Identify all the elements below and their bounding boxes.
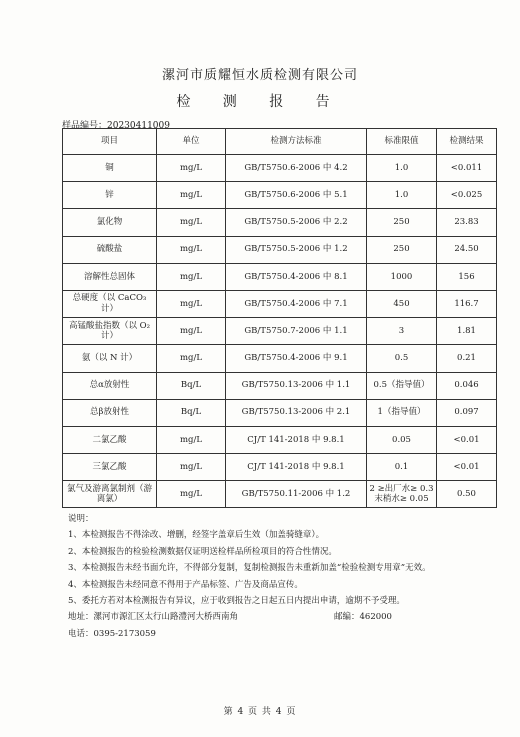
cell-result: 0.046 [437, 372, 497, 399]
report-title: 检 测 报 告 [176, 94, 344, 110]
table-row [63, 182, 497, 209]
table-row [63, 318, 497, 345]
note-item: 2、本检测报告的检验检测数据仅证明送检样品所检项目的符合性情况。 [68, 546, 337, 557]
cell-unit: mg/L [157, 263, 226, 290]
cell-limit: 0.5 [367, 345, 437, 372]
cell-item: 高锰酸盐指数（以 O₂ 计） [63, 318, 157, 345]
cell-item: 溶解性总固体 [63, 263, 157, 290]
cell-item: 总硬度（以 CaCO₃ 计） [63, 290, 157, 317]
header-limit: 标准限值 [367, 129, 437, 155]
cell-item: 铜 [63, 155, 157, 182]
cell-result: 24.50 [437, 236, 497, 263]
cell-limit: 3 [367, 318, 437, 345]
header-item: 项目 [63, 129, 157, 155]
table-row [63, 209, 497, 236]
phone: 电话：0395-2173059 [68, 628, 156, 639]
table-row [63, 345, 497, 372]
postcode: 邮编：462000 [334, 612, 392, 623]
cell-result: 0.50 [437, 481, 497, 508]
cell-method: CJ/T 141-2018 中 9.8.1 [226, 454, 367, 481]
cell-unit: Bq/L [157, 372, 226, 399]
address-row [68, 609, 508, 625]
notes-heading: 说明： [68, 514, 94, 524]
cell-limit: 250 [367, 209, 437, 236]
cell-item: 总α放射性 [63, 372, 157, 399]
table-row [63, 426, 497, 453]
cell-item: 氯气及游离氯制剂（游离氯） [63, 481, 157, 508]
cell-method: GB/T5750.6-2006 中 4.2 [226, 155, 367, 182]
table-row [63, 372, 497, 399]
table-header-row [63, 129, 497, 155]
address: 地址：漯河市源汇区太行山路澧河大桥西南角 [68, 612, 239, 623]
cell-method: GB/T5750.13-2006 中 2.1 [226, 399, 367, 426]
company-name: 漯河市质耀恒水质检测有限公司 [161, 68, 358, 83]
header-unit: 单位 [157, 129, 226, 155]
cell-result: <0.011 [437, 155, 497, 182]
cell-item: 总β放射性 [63, 399, 157, 426]
cell-limit: 0.05 [367, 426, 437, 453]
note-item: 1、本检测报告不得涂改、增删，经签字盖章后生效（加盖骑缝章）。 [68, 530, 325, 541]
cell-result: <0.01 [437, 426, 497, 453]
results-table [62, 128, 497, 508]
table-row [63, 290, 497, 317]
table-row [63, 263, 497, 290]
cell-unit: mg/L [157, 345, 226, 372]
cell-item: 氨（以 N 计） [63, 345, 157, 372]
table-row [63, 454, 497, 481]
cell-result: 0.097 [437, 399, 497, 426]
cell-limit: 2 ≥出厂水≥ 0.3 末梢水≥ 0.05 [367, 481, 437, 508]
cell-limit: 0.1 [367, 454, 437, 481]
cell-method: GB/T5750.4-2006 中 9.1 [226, 345, 367, 372]
cell-method: GB/T5750.5-2006 中 1.2 [226, 236, 367, 263]
cell-unit: mg/L [157, 318, 226, 345]
note-item: 5、委托方若对本检测报告有异议，应于收到报告之日起五日内提出申请，逾期不予受理。 [68, 596, 405, 607]
cell-limit: 0.5（指导值） [367, 372, 437, 399]
cell-method: CJ/T 141-2018 中 9.8.1 [226, 426, 367, 453]
sample-number: 样品编号：20230411009 [62, 121, 170, 131]
cell-item: 硫酸盐 [63, 236, 157, 263]
cell-method: GB/T5750.4-2006 中 7.1 [226, 290, 367, 317]
header-result: 检测结果 [437, 129, 497, 155]
cell-unit: Bq/L [157, 399, 226, 426]
cell-item: 三氯乙酸 [63, 454, 157, 481]
cell-limit: 450 [367, 290, 437, 317]
notes-section [68, 511, 508, 642]
cell-unit: mg/L [157, 426, 226, 453]
cell-unit: mg/L [157, 209, 226, 236]
cell-limit: 1000 [367, 263, 437, 290]
cell-method: GB/T5750.11-2006 中 1.2 [226, 481, 367, 508]
cell-method: GB/T5750.5-2006 中 2.2 [226, 209, 367, 236]
page-footer: 第 4 页 共 4 页 [223, 707, 297, 717]
cell-result: <0.01 [437, 454, 497, 481]
note-item: 4、本检测报告未经同意不得用于产品标签、广告及商品宣传。 [68, 579, 303, 590]
cell-unit: mg/L [157, 454, 226, 481]
table-row [63, 155, 497, 182]
table-row [63, 236, 497, 263]
table-row [63, 481, 497, 508]
cell-method: GB/T5750.7-2006 中 1.1 [226, 318, 367, 345]
cell-unit: mg/L [157, 182, 226, 209]
cell-item: 二氯乙酸 [63, 426, 157, 453]
cell-method: GB/T5750.13-2006 中 1.1 [226, 372, 367, 399]
cell-method: GB/T5750.4-2006 中 8.1 [226, 263, 367, 290]
cell-result: 23.83 [437, 209, 497, 236]
cell-result: <0.025 [437, 182, 497, 209]
cell-unit: mg/L [157, 481, 226, 508]
cell-method: GB/T5750.6-2006 中 5.1 [226, 182, 367, 209]
cell-unit: mg/L [157, 290, 226, 317]
header-method: 检测方法标准 [226, 129, 367, 155]
cell-unit: mg/L [157, 236, 226, 263]
cell-item: 锌 [63, 182, 157, 209]
cell-limit: 1.0 [367, 155, 437, 182]
cell-result: 1.81 [437, 318, 497, 345]
cell-item: 氯化物 [63, 209, 157, 236]
table-row [63, 399, 497, 426]
cell-result: 156 [437, 263, 497, 290]
cell-limit: 250 [367, 236, 437, 263]
cell-result: 0.21 [437, 345, 497, 372]
cell-limit: 1（指导值） [367, 399, 437, 426]
cell-unit: mg/L [157, 155, 226, 182]
cell-limit: 1.0 [367, 182, 437, 209]
cell-result: 116.7 [437, 290, 497, 317]
note-item: 3、本检测报告未经书面允许，不得部分复制，复制检测报告未重新加盖“检验检测专用章”无效。 [68, 563, 431, 574]
